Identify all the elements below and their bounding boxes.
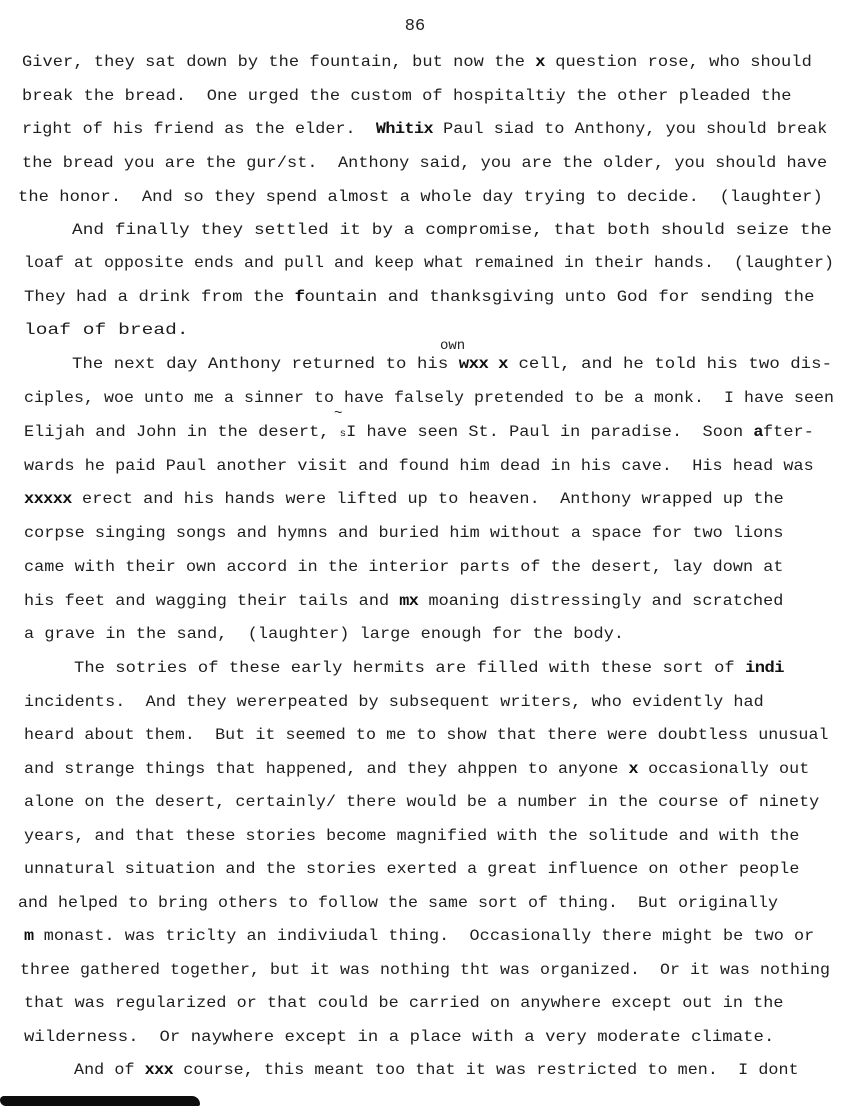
text-line-23: alone on the desert, certainly/ there would be a number in the course of ninety — [24, 793, 820, 811]
ink-smudge — [0, 1096, 200, 1106]
text-line-18: a grave in the sand, (laughter) large enough for the body. — [24, 625, 625, 643]
text-line-19: The sotries of these early hermits are filled with these sort of indi — [74, 659, 784, 677]
text-line-24: years, and that these stories become magnified with the solitude and with the — [24, 827, 800, 845]
text-line-14: xxxxx erect and his hands were lifted up to heaven. Anthony wrapped up the — [24, 490, 784, 508]
text-line-12: Elijah and John in the desert, sI have seen St. Paul in paradise. Soon after- — [24, 423, 814, 441]
text-line-13: wards he paid Paul another visit and found him dead in his cave. His head was — [24, 457, 814, 475]
text-line-31: And of xxx course, this meant too that it was restricted to men. I dont — [74, 1061, 799, 1079]
text-line-3: right of his friend as the elder. Whitix Paul siad to Anthony, you should break — [22, 120, 828, 138]
text-line-27: m monast. was triclty an indiviudal thing. Occasionally there might be two or — [24, 927, 815, 945]
text-line-2: break the bread. One urged the custom of hospitaltiy the other pleaded the — [22, 87, 792, 105]
text-line-22: and strange things that happened, and they ahppen to anyone x occasionally out — [24, 760, 810, 778]
text-line-25: unnatural situation and the stories exerted a great influence on other people — [24, 860, 800, 878]
text-line-17: his feet and wagging their tails and mx moaning distressingly and scratched — [24, 592, 784, 610]
text-line-8: They had a drink from the fountain and thanksgiving unto God for sending the — [24, 288, 815, 306]
text-line-20: incidents. And they wererpeated by subsequent writers, who evidently had — [24, 693, 764, 711]
text-line-21: heard about them. But it seemed to me to show that there were doubtless unusual — [24, 726, 829, 744]
interlinear-tilde: ~ — [334, 406, 343, 422]
text-line-4: the bread you are the gur/st. Anthony said, you are the older, you should have — [22, 154, 828, 172]
text-line-7: loaf at opposite ends and pull and keep what remained in their hands. (laughter) — [24, 254, 835, 272]
text-line-26: and helped to bring others to follow the same sort of thing. But originally — [18, 894, 778, 912]
text-line-6: And finally they settled it by a compromise, that both should seize the — [72, 221, 832, 239]
text-line-9: loaf of bread. — [24, 321, 189, 339]
text-line-5: the honor. And so they spend almost a whole day trying to decide. (laughter) — [18, 188, 823, 206]
text-line-11: ciples, woe unto me a sinner to have falsely pretended to be a monk. I have seen — [24, 389, 835, 407]
text-line-28: three gathered together, but it was nothing tht was organized. Or it was nothing — [20, 961, 831, 979]
page-number: 86 — [404, 17, 426, 36]
text-line-15: corpse singing songs and hymns and buried him without a space for two lions — [24, 524, 784, 542]
text-line-16: came with their own accord in the interior parts of the desert, lay down at — [24, 558, 784, 576]
text-line-10: The next day Anthony returned to his wxx x cell, and he told his two dis- — [72, 355, 833, 373]
text-line-30: wilderness. Or naywhere except in a place with a very moderate climate. — [24, 1028, 775, 1046]
text-line-29: that was regularized or that could be carried on anywhere except out in the — [24, 994, 784, 1012]
interlinear-own: own — [440, 338, 466, 354]
text-line-1: Giver, they sat down by the fountain, but now the x question rose, who should — [22, 53, 812, 71]
